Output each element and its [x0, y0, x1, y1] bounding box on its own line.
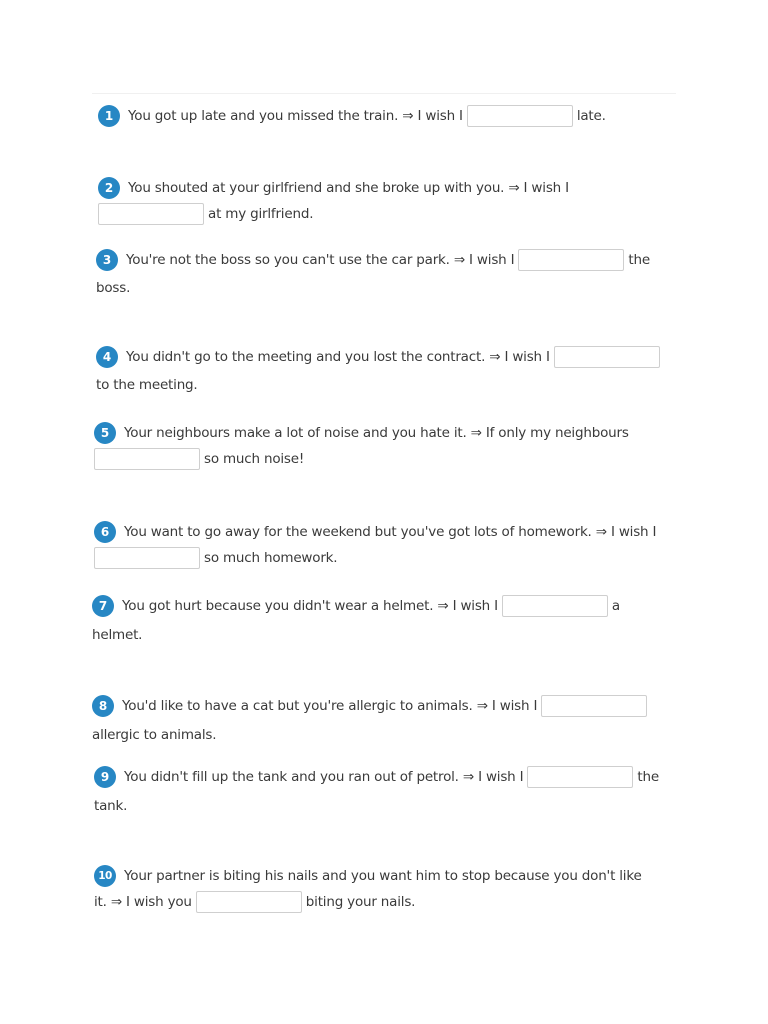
item-continuation: so much noise! — [204, 451, 305, 467]
exercise-item-4 — [96, 344, 660, 398]
item-continuation: to the meeting. — [96, 377, 198, 393]
answer-input-8[interactable] — [541, 695, 647, 717]
item-prompt: You're not the boss so you can't use the car park. ⇒ I wish I — [126, 252, 515, 268]
item-continuation: so much homework. — [204, 550, 338, 566]
answer-input-4[interactable] — [554, 346, 660, 368]
answer-input-3[interactable] — [518, 249, 624, 271]
exercise-item-5 — [94, 420, 629, 472]
exercise-item-3 — [96, 247, 650, 301]
item-number-badge: 2 — [98, 177, 120, 199]
item-prompt: You didn't fill up the tank and you ran out of petrol. ⇒ I wish I — [124, 769, 524, 785]
top-divider — [92, 93, 676, 94]
exercise-item-7 — [92, 593, 620, 648]
item-prompt: You didn't go to the meeting and you lost the contract. ⇒ I wish I — [126, 349, 550, 365]
item-continuation: the — [628, 252, 650, 268]
item-number-badge: 10 — [94, 865, 116, 887]
item-continuation: allergic to animals. — [92, 727, 217, 743]
item-continuation-line: helmet. — [92, 627, 143, 643]
item-continuation: biting your nails. — [305, 894, 416, 910]
answer-input-2[interactable] — [98, 203, 204, 225]
item-number-badge: 9 — [94, 766, 116, 788]
answer-input-6[interactable] — [94, 547, 200, 569]
exercise-item-10 — [94, 863, 642, 915]
answer-input-7[interactable] — [502, 595, 608, 617]
exercise-item-2 — [98, 175, 569, 227]
item-number-badge: 8 — [92, 695, 114, 717]
item-prompt: Your neighbours make a lot of noise and you hate it. ⇒ If only my neighbours — [124, 425, 629, 441]
item-prompt: You want to go away for the weekend but you've got lots of homework. ⇒ I wish I — [124, 524, 657, 540]
item-prompt: You shouted at your girlfriend and she broke up with you. ⇒ I wish I — [128, 180, 569, 196]
item-number-badge: 6 — [94, 521, 116, 543]
item-number-badge: 1 — [98, 105, 120, 127]
answer-input-1[interactable] — [467, 105, 573, 127]
item-prompt-continued: it. ⇒ I wish you — [94, 894, 192, 910]
exercise-item-6 — [94, 519, 656, 571]
item-continuation-line: tank. — [94, 798, 128, 814]
exercise-item-8 — [92, 693, 647, 748]
item-continuation: a — [611, 598, 620, 614]
item-number-badge: 3 — [96, 249, 118, 271]
item-continuation-line: boss. — [96, 280, 131, 296]
exercise-item-1 — [98, 103, 606, 129]
item-continuation: the — [637, 769, 659, 785]
item-continuation: late. — [576, 108, 606, 124]
item-prompt: You'd like to have a cat but you're allergic to animals. ⇒ I wish I — [122, 698, 538, 714]
answer-input-5[interactable] — [94, 448, 200, 470]
item-number-badge: 5 — [94, 422, 116, 444]
item-prompt: You got up late and you missed the train. ⇒ I wish I — [128, 108, 463, 124]
item-prompt: You got hurt because you didn't wear a helmet. ⇒ I wish I — [122, 598, 498, 614]
item-number-badge: 7 — [92, 595, 114, 617]
item-number-badge: 4 — [96, 346, 118, 368]
item-continuation: at my girlfriend. — [208, 206, 314, 222]
exercise-item-9 — [94, 764, 659, 819]
answer-input-10[interactable] — [196, 891, 302, 913]
answer-input-9[interactable] — [527, 766, 633, 788]
item-prompt: Your partner is biting his nails and you want him to stop because you don't like — [124, 868, 642, 884]
